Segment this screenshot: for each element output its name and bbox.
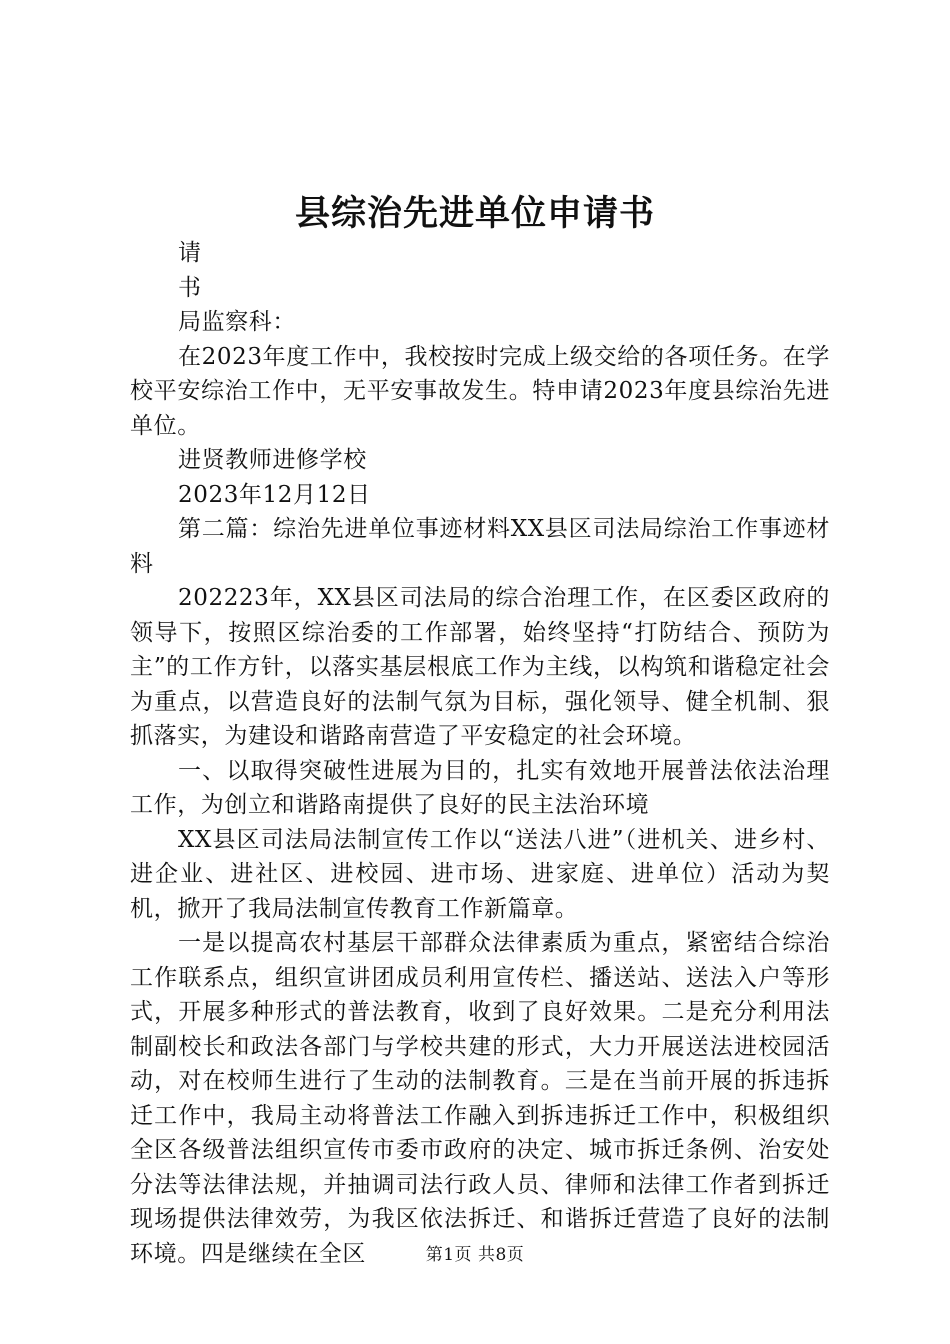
signature-school: 进贤教师进修学校 <box>178 447 367 473</box>
page-footer: 第1页 共8页 <box>425 1245 525 1265</box>
salutation: 局监察科： <box>178 309 296 335</box>
paragraph: 一、以取得突破性进展为目的，扎实有效地开展普法依法治理工作，为创立和谐路南提供了良好的民主法治环境 <box>130 757 830 818</box>
paragraph: 202223年，XX县区司法局的综合治理工作，在区委区政府的领导下，按照区综治委的工作部署，始终坚持“打防结合、预防为主”的工作方针，以落实基层根底工作为主线，以构筑和谐稳定社会为重点，以营造良好的法制气氛为目标，强化领导、健全机制、狠抓落实，为建设和谐路南营造了平安稳定的社会环境。 <box>130 585 830 749</box>
paragraph: 一是以提高农村基层干部群众法律素质为重点，紧密结合综治工作联系点，组织宣讲团成员利用宣传栏、播送站、送法入户等形式，开展多种形式的普法教育，收到了良好效果。二是充分利用法制副校长和政法各部门与学校共建的形式，大力开展送法进校园活动，对在校师生进行了生动的法制教育。三是在当前开展的拆违拆迁工作中，我局主动将普法工作融入到拆违拆迁工作中，积极组织全区各级普法组织宣传市委市政府的决定、城市拆迁条例、治安处分法等法律法规，并抽调司法行政人员、律师和法律工作者到拆迁现场提供法律效劳，为我区依法拆迁、和谐拆迁营造了良好的法制环境。四是继续在全区 <box>130 930 830 1267</box>
paragraph: 请 <box>178 240 202 266</box>
signature-date: 2023年12月12日 <box>178 481 371 508</box>
paragraph: 在2023年度工作中，我校按时完成上级交给的各项任务。在学校平安综治工作中，无平安事故发生。特申请2023年度县综治先进单位。 <box>130 343 830 439</box>
section-heading: 第二篇：综治先进单位事迹材料XX县区司法局综治工作事迹材料 <box>130 516 830 577</box>
document-title: 县综治先进单位申请书 <box>294 194 655 234</box>
document-body <box>130 236 830 1271</box>
paragraph: 书 <box>178 274 202 301</box>
paragraph: XX县区司法局法制宣传工作以“送法八进”（进机关、进乡村、进企业、进社区、进校园、进市场、进家庭、进单位）活动为契机，掀开了我局法制宣传教育工作新篇章。 <box>130 826 830 922</box>
